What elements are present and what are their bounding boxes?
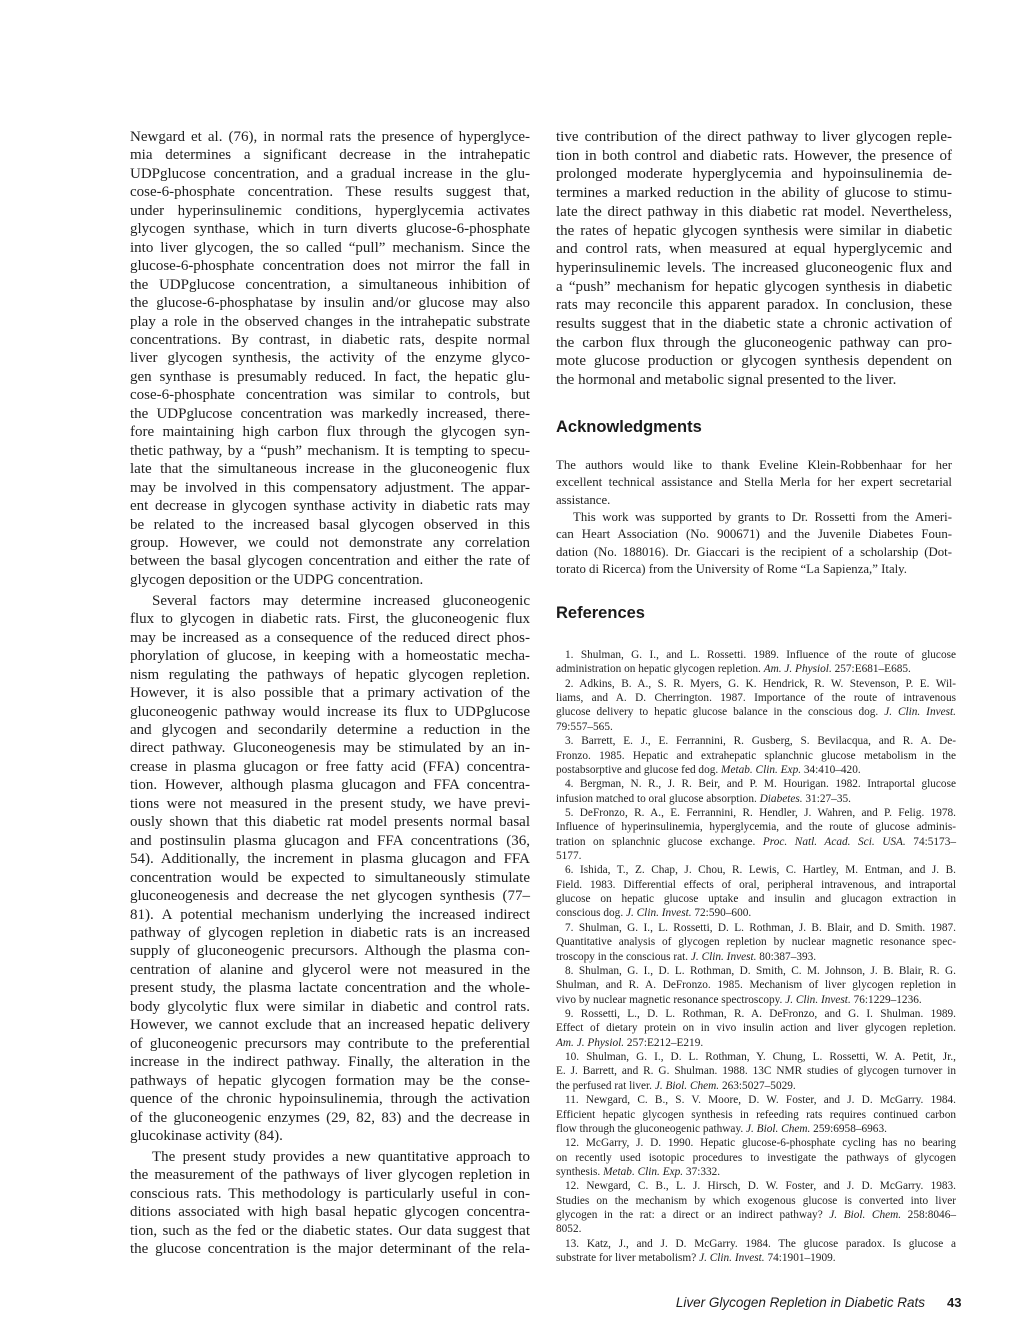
acknowledgments-paragraph bbox=[556, 509, 952, 578]
journal-name: Metab. Clin. Exp. bbox=[721, 763, 802, 776]
citation-text: flow through the gluconeogenic pathway. bbox=[556, 1122, 747, 1135]
body-text-line: tion, such as the fed or the diabetic states. Our data suggest that bbox=[130, 1222, 530, 1239]
body-text-line: Several factors may determine increased gluconeogenic bbox=[152, 592, 530, 609]
reference-line bbox=[556, 763, 956, 777]
reference-line bbox=[556, 677, 956, 691]
reference-line bbox=[556, 1122, 956, 1136]
body-text-line: glycogen deposition or the UDPG concentration. bbox=[130, 571, 424, 588]
reference-entry bbox=[556, 1050, 956, 1093]
citation-text: 8. Shulman, G. I., D. L. Rothman, D. Smith, C. M. Johnson, J. B. Blair, R. G. bbox=[565, 964, 956, 977]
body-text-line: However, it is also possible that a primary activation of the bbox=[130, 685, 530, 702]
citation-text: conscious dog. bbox=[556, 907, 626, 920]
body-text-line: the rates of hepatic glycogen synthesis were similar in diabetic bbox=[556, 222, 952, 239]
reference-line bbox=[556, 806, 956, 820]
reference-line bbox=[556, 935, 956, 949]
body-text-line: tion in both control and diabetic rats. However, the presence of bbox=[556, 147, 952, 164]
reference-line bbox=[556, 950, 956, 964]
citation-text: 11. Newgard, C. B., S. V. Moore, D. W. Foster, and J. D. McGarry. 1984. bbox=[565, 1094, 956, 1107]
citation-text: the perfused rat liver. bbox=[556, 1079, 655, 1092]
reference-line bbox=[556, 1036, 956, 1050]
acknowledgments-line: The authors would like to thank Eveline Klein-Robbenhaar for her bbox=[556, 458, 952, 472]
reference-line bbox=[556, 1251, 956, 1265]
body-text-line: between the basal glycogen concentration and either the rate of bbox=[130, 553, 530, 570]
reference-entry bbox=[556, 1136, 956, 1179]
citation-text: synthesis. bbox=[556, 1165, 604, 1178]
reference-line bbox=[556, 993, 956, 1007]
journal-name: J. Biol. Chem. bbox=[829, 1209, 902, 1222]
citation-text: 9. Rossetti, L., D. L. Rothman, R. A. DeFronzo, and G. I. Shulman. 1989. bbox=[565, 1007, 956, 1020]
body-text-line: rats may reconcile this apparent paradox. In conclusion, these bbox=[556, 297, 952, 314]
body-text-line: group. However, we could not demonstrate any correlation bbox=[130, 534, 530, 551]
body-text-line: supply of gluconeogenic precursors. Although the plasma con- bbox=[130, 943, 530, 960]
body-text-line: and glycogen and secondarily determine a reduction in the bbox=[130, 722, 530, 738]
reference-entry bbox=[556, 777, 956, 806]
body-text-line: mia determines a significant decrease in the intrahepatic bbox=[130, 147, 530, 164]
reference-entry bbox=[556, 921, 956, 964]
acknowledgments-line: dation (No. 188016). Dr. Giaccari is the recipient of a scholarship (Dot- bbox=[556, 544, 952, 559]
reference-line bbox=[556, 1179, 956, 1193]
paragraph bbox=[130, 592, 530, 1146]
reference-line bbox=[556, 1151, 956, 1165]
body-text-line: a “push” mechanism for hepatic glycogen synthesis in diabetic bbox=[556, 278, 952, 295]
acknowledgments-line: assistance. bbox=[556, 492, 611, 507]
citation-text: E. J. Barrett, and R. G. Shulman. 1988. 13C NMR studies of glycogen turnover in bbox=[556, 1065, 956, 1078]
citation-text: 74:1901–1909. bbox=[764, 1252, 836, 1265]
citation-text: administration on hepatic glycogen repletion. bbox=[556, 663, 764, 676]
body-text-line: crease in plasma glucagon or free fatty acid (FFA) concentra- bbox=[130, 758, 530, 775]
reference-line bbox=[556, 1237, 956, 1251]
body-text-line: results suggest that in the diabetic state a chronic activation of bbox=[556, 316, 952, 333]
reference-line bbox=[556, 662, 956, 676]
body-text-line: cose-6-phosphate concentration. These results suggest that, bbox=[130, 184, 530, 201]
citation-text: Efficient hepatic glycogen synthesis in refeeding rats requires continued carbon bbox=[556, 1108, 956, 1121]
citation-text: 31:27–35. bbox=[802, 792, 851, 805]
reference-line bbox=[556, 648, 956, 662]
body-text-line: ously shown that this diabetic rat model presents normal basal bbox=[130, 814, 530, 831]
citation-text: Quantitative analysis of glycogen repletion by nuclear magnetic resonance spec- bbox=[556, 936, 956, 949]
reference-line bbox=[556, 720, 956, 734]
body-text-line: fore maintaining high carbon flux through the glycogen syn- bbox=[130, 424, 530, 441]
body-text-line: concentration would be expected to simultaneously stimulate bbox=[130, 869, 530, 886]
reference-line bbox=[556, 691, 956, 705]
citation-text: on recently used isotopic procedures to investigate the pathways of glycogen bbox=[556, 1151, 956, 1164]
citation-text: glucose on hepatic glucose uptake and insulin and glucagon extraction in bbox=[556, 893, 956, 906]
reference-line bbox=[556, 1194, 956, 1208]
citation-text: 5. DeFronzo, R. A., E. Ferrannini, R. Hendler, J. Wahren, and P. Felig. 1978. bbox=[565, 806, 956, 819]
reference-line bbox=[556, 1136, 956, 1150]
citation-text: 10. Shulman, G. I., D. L. Rothman, Y. Chung, L. Rossetti, W. A. Petit, Jr., bbox=[565, 1051, 956, 1064]
citation-text: 13. Katz, J., and J. D. McGarry. 1984. The glucose paradox. Is glucose a bbox=[565, 1237, 956, 1250]
reference-line bbox=[556, 849, 956, 863]
journal-name: J. Biol. Chem. bbox=[654, 1079, 720, 1092]
reference-entry bbox=[556, 734, 956, 777]
reference-line bbox=[556, 878, 956, 892]
reference-entry bbox=[556, 1237, 956, 1266]
citation-text: 12. McGarry, J. D. 1990. Hepatic glucose-6-phosphate cycling has no bearing bbox=[565, 1137, 956, 1150]
body-text-line: 54). Additionally, the increment in plasma glucagon and FFA bbox=[130, 851, 530, 868]
paragraph bbox=[130, 128, 530, 589]
citation-text: Studies on the mechanism by which exogenous glucose is converted into liver bbox=[556, 1194, 956, 1207]
body-text-line: the UDPglucose concentration, a simultaneous inhibition of bbox=[130, 276, 530, 293]
body-text-line: liver glycogen synthesis, the activity of the enzyme glyco- bbox=[130, 350, 530, 367]
journal-name: J. Clin. Invest. bbox=[785, 993, 851, 1006]
reference-entry bbox=[556, 1179, 956, 1236]
acknowledgments-line: excellent technical assistance and Stella Merla for her expert secretarial bbox=[556, 475, 952, 490]
body-text-line: phorylation of glucose, in keeping with a homeostatic mecha- bbox=[130, 648, 530, 665]
body-text-line: 81). A potential mechanism underlying the increased indirect bbox=[130, 906, 530, 923]
acknowledgments-line: This work was supported by grants to Dr. Rossetti from the Ameri- bbox=[573, 510, 952, 525]
reference-line bbox=[556, 792, 956, 806]
paragraph bbox=[556, 128, 952, 390]
reference-line bbox=[556, 734, 956, 748]
body-text-line: be related to the increased basal glycogen observed in this bbox=[130, 516, 530, 533]
citation-text: glycogen in the rat: a direct or an indirect pathway? bbox=[556, 1209, 830, 1222]
citation-text: 3. Barrett, E. J., E. Ferrannini, R. Gusberg, S. Bevilacqua, and R. A. De- bbox=[565, 735, 956, 748]
citation-text: Field. 1983. Differential effects of oral, peripheral intravenous, and intraportal bbox=[556, 878, 956, 891]
body-text-line: flux to glycogen in diabetic rats. First, the gluconeogenic flux bbox=[130, 611, 530, 628]
journal-name: Am. J. Physiol. bbox=[763, 663, 832, 676]
reference-line bbox=[556, 820, 956, 834]
body-text-line: ent decrease in glycogen synthase activity in diabetic rats may bbox=[130, 498, 530, 515]
body-text-line: However, we cannot exclude that an increased hepatic delivery bbox=[130, 1017, 530, 1034]
reference-line bbox=[556, 1064, 956, 1078]
body-text-line: prolonged moderate hyperglycemia and hypoinsulinemia de- bbox=[556, 166, 952, 183]
reference-line bbox=[556, 964, 956, 978]
acknowledgments-line: can Heart Association (No. 900671) and the Juvenile Diabetes Foun- bbox=[556, 527, 952, 542]
citation-text: substrate for liver metabolism? bbox=[556, 1252, 700, 1265]
citation-text: 74:5173– bbox=[905, 835, 956, 848]
citation-text: 258:8046– bbox=[901, 1209, 957, 1222]
citation-text: Shulman, and R. A. DeFronzo. 1985. Mechanism of liver glycogen repletion in bbox=[556, 979, 956, 992]
citation-text: Influence of hyperinsulinemia, hyperglycemia, and the route of glucose adminis- bbox=[556, 821, 956, 834]
reference-line bbox=[556, 705, 956, 719]
citation-text: Effect of dietary protein on in vivo insulin action and liver glycogen repletion. bbox=[556, 1022, 956, 1035]
body-text-line: glucokinase activity (84). bbox=[130, 1127, 283, 1144]
journal-name: J. Clin. Invest. bbox=[699, 1252, 765, 1265]
citation-text: vivo by nuclear magnetic resonance spectroscopy. bbox=[556, 993, 786, 1006]
citation-text: troscopy in the conscious rat. bbox=[556, 950, 691, 963]
acknowledgments-line: torato di Ricerca) from the University of Rome “La Sapienza,” Italy. bbox=[556, 562, 907, 577]
body-text-line: the carbon flux through the gluconeogenic pathway can pro- bbox=[556, 334, 952, 351]
journal-name: Am. J. Physiol. bbox=[556, 1036, 625, 1049]
body-text-line: mote glucose production or glycogen synthesis dependent on bbox=[556, 353, 952, 370]
citation-text: 4. Bergman, N. R., J. R. Beir, and P. M. Hourigan. 1982. Intraportal glucose bbox=[565, 778, 956, 791]
reference-entry bbox=[556, 648, 956, 677]
reference-line bbox=[556, 749, 956, 763]
citation-text: 79:557–565. bbox=[556, 720, 613, 733]
citation-text: tration on splanchnic glucose exchange. bbox=[556, 835, 763, 848]
reference-entry bbox=[556, 806, 956, 863]
reference-entry bbox=[556, 677, 956, 734]
right-column bbox=[556, 128, 952, 390]
reference-line bbox=[556, 1208, 956, 1222]
citation-text: glucose delivery to hepatic glucose balance in the conscious dog. bbox=[556, 706, 885, 719]
body-text-line: pathways of hepatic glycogen formation may be the conse- bbox=[130, 1072, 530, 1089]
body-text-line: gluconeogenic pathway would increase its flux to UDPglucose bbox=[130, 703, 530, 720]
journal-name: J. Clin. Invest. bbox=[690, 950, 757, 963]
reference-line bbox=[556, 1050, 956, 1064]
body-text-line: quence of the chronic hypoinsulinemia, through the activation bbox=[130, 1091, 530, 1108]
journal-name: J. Biol. Chem. bbox=[746, 1122, 811, 1135]
citation-text: 263:5027–5029. bbox=[719, 1079, 796, 1092]
reference-line bbox=[556, 1079, 956, 1093]
running-title: Liver Glycogen Repletion in Diabetic Rats bbox=[675, 1295, 925, 1310]
body-text-line: Newgard et al. (76), in normal rats the presence of hyperglyce- bbox=[130, 129, 530, 145]
journal-name: Metab. Clin. Exp. bbox=[603, 1165, 684, 1178]
citation-text: 8052. bbox=[556, 1223, 582, 1236]
reference-line bbox=[556, 921, 956, 935]
body-text-line: the glucose concentration is the major determinant of the rela- bbox=[130, 1241, 530, 1258]
acknowledgments-heading: Acknowledgments bbox=[556, 418, 702, 436]
reference-line bbox=[556, 892, 956, 906]
citation-text: 7. Shulman, G. I., L. Rossetti, D. L. Rothman, J. B. Blair, and D. Smith. 1987. bbox=[565, 921, 956, 934]
body-text-line: present study, the plasma lactate concentration and the whole- bbox=[130, 980, 530, 997]
citation-text: 1. Shulman, G. I., and L. Rossetti. 1989. Influence of the route of glucose bbox=[565, 649, 956, 661]
body-text-line: cose-6-phosphate concentration was similar to controls, but bbox=[130, 387, 530, 404]
body-text-line: nism regulating the pathways of hepatic glycogen repletion. bbox=[130, 666, 530, 683]
body-text-line: play a role in the observed changes in the intrahepatic substrate bbox=[130, 313, 530, 330]
journal-name: Diabetes. bbox=[759, 792, 803, 805]
body-text-line: glycogen synthase, which in turn diverts glucose-6-phosphate bbox=[130, 221, 530, 238]
paragraph bbox=[130, 1148, 530, 1259]
citation-text: 5177. bbox=[556, 850, 582, 863]
body-text-line: under hyperinsulinemic conditions, hyperglycemia activates bbox=[130, 202, 530, 219]
body-text-line: the glucose-6-phosphatase by insulin and/or glucose may also bbox=[130, 295, 530, 312]
citation-text: 76:1229–1236. bbox=[850, 993, 922, 1006]
acknowledgments-section bbox=[556, 457, 952, 578]
reference-entry bbox=[556, 1007, 956, 1050]
body-text-line: into liver glycogen, the so called “pull” mechanism. Since the bbox=[130, 239, 530, 256]
body-text-line: termines a marked reduction in the ability of glucose to stimu- bbox=[556, 185, 952, 202]
body-text-line: the measurement of the pathways of liver glycogen repletion in bbox=[130, 1167, 530, 1184]
reference-line bbox=[556, 777, 956, 791]
body-text-line: gluconeogenesis and decrease the net glycogen synthesis (77– bbox=[130, 888, 530, 905]
body-text-line: late that the simultaneous increase in the gluconeogenic flux bbox=[130, 461, 530, 478]
body-text-line: tions were not measured in the present study, we have previ- bbox=[130, 795, 530, 812]
reference-line bbox=[556, 1093, 956, 1107]
reference-entry bbox=[556, 964, 956, 1007]
body-text-line: hyperinsulinemic levels. The increased gluconeogenic flux and bbox=[556, 259, 952, 276]
body-text-line: UDPglucose concentration, and a gradual increase in the glu- bbox=[130, 165, 530, 182]
body-text-line: and control rats, when measured at equal hyperglycemic and bbox=[556, 241, 952, 258]
body-text-line: late the direct pathway in this diabetic rat model. Nevertheless, bbox=[556, 203, 952, 220]
citation-text: liams, and A. D. Cherrington. 1987. Importance of the route of intravenous bbox=[556, 692, 956, 705]
body-text-line: of gluconeogenic precursors may contribute to the preferential bbox=[130, 1035, 530, 1052]
reference-entry bbox=[556, 863, 956, 920]
body-text-line: the UDPglucose concentration was markedly increased, there- bbox=[130, 405, 530, 422]
reference-line bbox=[556, 906, 956, 920]
citation-text: 2. Adkins, B. A., S. R. Myers, G. K. Hendrick, R. W. Stevenson, P. E. Wil- bbox=[565, 677, 956, 690]
reference-line bbox=[556, 978, 956, 992]
reference-line bbox=[556, 835, 956, 849]
body-text-line: The present study provides a new quantitative approach to bbox=[152, 1148, 530, 1165]
citation-text: postabsorptive and glucose fed dog. bbox=[556, 763, 722, 776]
citation-text: Fronzo. 1985. Hepatic and extrahepatic splanchnic glucose metabolism in the bbox=[556, 749, 956, 762]
page-number: 43 bbox=[947, 1295, 962, 1310]
citation-text: 257:E681–E685. bbox=[831, 663, 911, 676]
body-text-line: body glycolytic flux were similar in diabetic and control rats. bbox=[130, 998, 530, 1015]
references-heading: References bbox=[556, 604, 645, 622]
body-text-line: thetic pathway, by a “push” mechanism. It is tempting to specu- bbox=[130, 442, 530, 459]
journal-name: J. Clin. Invest. bbox=[625, 907, 692, 920]
body-text-line: tion. However, although plasma glucagon and FFA concentra- bbox=[130, 777, 530, 794]
left-column bbox=[130, 128, 530, 1259]
citation-text: infusion matched to oral glucose absorption. bbox=[556, 792, 760, 805]
body-text-line: and postinsulin plasma glucagon and FFA concentrations (36, bbox=[130, 832, 530, 849]
citation-text: 37:332. bbox=[683, 1165, 721, 1178]
body-text-line: increase in the indirect pathway. Finally, the alteration in the bbox=[130, 1054, 530, 1071]
acknowledgments-paragraph bbox=[556, 457, 952, 509]
journal-name: J. Clin. Invest. bbox=[884, 706, 956, 719]
body-text-line: pathway of glycogen repletion in diabetic rats is an increased bbox=[130, 924, 530, 941]
reference-line bbox=[556, 863, 956, 877]
body-text-line: the hormonal and metabolic signal presented to the liver. bbox=[556, 372, 897, 389]
citation-text: 34:410–420. bbox=[801, 763, 861, 776]
citation-text: 80:387–393. bbox=[756, 950, 817, 963]
journal-name: Proc. Natl. Acad. Sci. USA. bbox=[762, 835, 906, 848]
body-text-line: may be increased as a consequence of the reduced direct phos- bbox=[130, 629, 530, 646]
body-text-line: conscious rats. This methodology is particularly useful in con- bbox=[130, 1185, 530, 1202]
reference-line bbox=[556, 1165, 956, 1179]
citation-text: 72:590–600. bbox=[691, 907, 752, 920]
reference-entry bbox=[556, 1093, 956, 1136]
body-text-line: of the gluconeogenic enzymes (29, 82, 83) and the decrease in bbox=[130, 1109, 530, 1126]
reference-line bbox=[556, 1007, 956, 1021]
body-text-line: ditions associated with high basal hepatic glycogen concentra- bbox=[130, 1204, 530, 1221]
citation-text: 6. Ishida, T., Z. Chap, J. Chou, R. Lewis, C. Hartley, M. Entman, and J. B. bbox=[565, 864, 956, 877]
body-text-line: may be involved in this compensatory adjustment. The appar- bbox=[130, 479, 530, 496]
body-text-line: direct pathway. Gluconeogenesis may be stimulated by an in- bbox=[130, 740, 530, 757]
reference-line bbox=[556, 1222, 956, 1236]
body-text-line: centration of alanine and glycerol were not measured in the bbox=[130, 961, 530, 978]
citation-text: 259:6958–6963. bbox=[810, 1122, 887, 1135]
reference-line bbox=[556, 1108, 956, 1122]
citation-text: 12. Newgard, C. B., L. J. Hirsch, D. W. Foster, and J. D. McGarry. 1983. bbox=[565, 1180, 956, 1193]
references-list bbox=[556, 648, 956, 1265]
body-text-line: glucose-6-phosphate concentration does not mirror the fall in bbox=[130, 258, 530, 275]
body-text-line: gen synthase is presumably reduced. In fact, the hepatic glu- bbox=[130, 368, 530, 385]
body-text-line: concentrations. By contrast, in diabetic rats, despite normal bbox=[130, 331, 530, 348]
body-text-line: tive contribution of the direct pathway to liver glycogen reple- bbox=[556, 129, 952, 145]
citation-text: 257:E212–E219. bbox=[624, 1036, 704, 1049]
reference-line bbox=[556, 1021, 956, 1035]
